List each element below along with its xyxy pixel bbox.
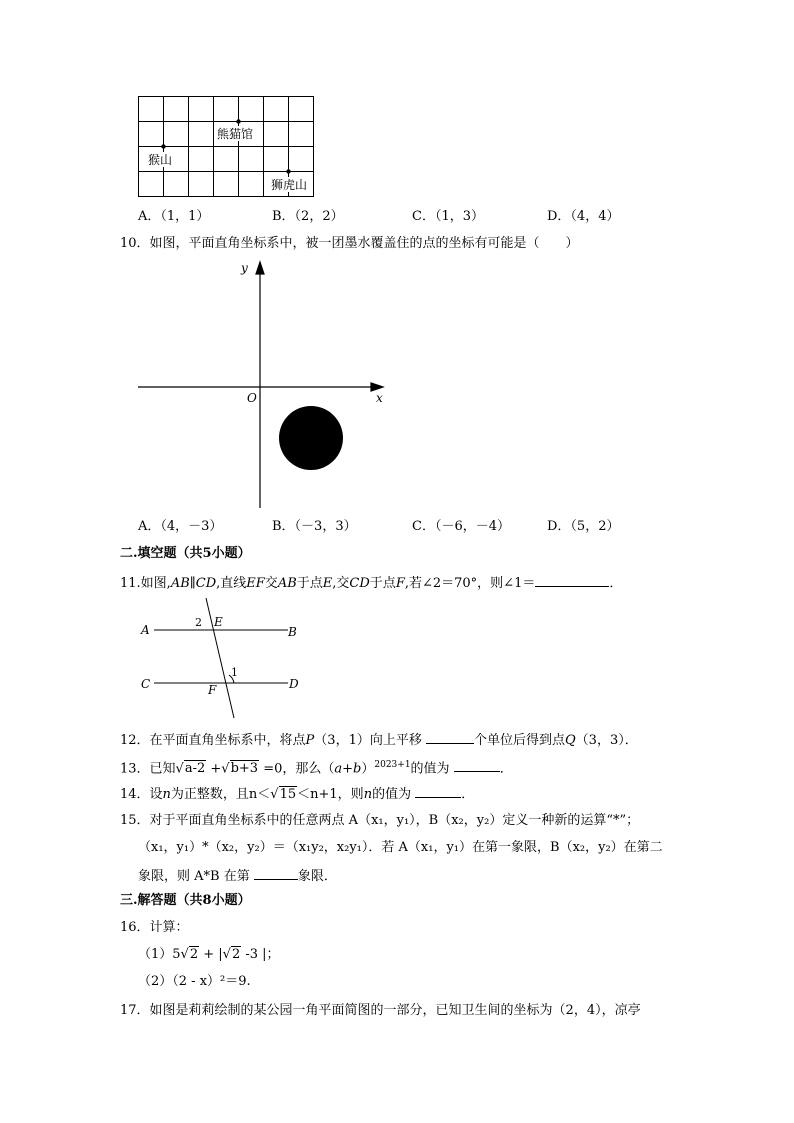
q13-answer-blank[interactable]: [454, 759, 500, 772]
q14-answer-blank[interactable]: [415, 785, 461, 798]
q11-mid5: 于点: [369, 576, 396, 591]
q13-ab: a+b: [334, 761, 362, 777]
q14-root: 15: [279, 787, 297, 802]
panda-hall-point: [236, 119, 240, 123]
q15-line3b: 象限．: [297, 869, 337, 884]
q11-answer-blank[interactable]: [535, 574, 609, 587]
q15-line1: 15．对于平面直角坐标系中的任意两点 A（x₁，y₁），B（x₂，y₂）定义一种新的运算“*”；: [120, 813, 640, 828]
point-d-label: D: [289, 677, 299, 691]
label-monkey-hill: 猴山: [148, 153, 173, 167]
q11-mid1: ,直线: [216, 576, 247, 591]
q11-cd: CD: [349, 576, 370, 591]
q15-line2: （x₁，y₁）*（x₂，y₂）＝（x₁y₂，x₂y₁）．若 A（x₁，y₁）在第一象限，B（x₂，y₂）在第二: [138, 840, 663, 855]
q13-d: 的值为: [410, 761, 454, 777]
q11-ab-cd: AB∥CD: [170, 576, 217, 591]
q11-mid3: 于点: [296, 576, 323, 591]
q12-c: 个单位后得到点: [473, 733, 565, 748]
q9-option-d: D．（4，4）: [547, 209, 620, 224]
q16-title: 16．计算：: [120, 920, 189, 935]
point-c-label: C: [141, 677, 151, 691]
q11-suffix: ．: [609, 576, 623, 591]
q14-a: 14．设: [120, 787, 163, 802]
label-panda-hall: 熊猫馆: [217, 127, 254, 141]
q13-root1: a-2: [184, 761, 206, 777]
q15-line3: [138, 867, 337, 885]
q13-c: ）: [361, 761, 375, 777]
section-3-title: 三.解答题（共8小题）: [120, 893, 251, 908]
q12-question: [120, 731, 638, 749]
q14-e: ．: [461, 787, 475, 802]
q14-n: n: [162, 787, 171, 802]
q14-c: ＜n+1，则: [297, 787, 364, 802]
point-e-label: E: [214, 615, 223, 629]
q11-ef: EF: [246, 576, 265, 591]
q17-question: 17．如图是莉莉绘制的某公园一角平面简图的一部分，已知卫生间的坐标为（2，4），凉亭: [120, 1003, 641, 1018]
q16-p1-root2: 2: [231, 947, 241, 962]
q13-root2: b+3: [230, 761, 259, 777]
q14-n2: n: [363, 787, 373, 802]
grid-map-figure: [138, 96, 318, 198]
q12-d: （3，3）．: [575, 733, 638, 748]
q13-a: 13．已知: [120, 761, 176, 777]
q13-plus: +: [206, 761, 222, 777]
q15-line3a: 象限，则 A*B 在第: [138, 869, 254, 884]
q11-mid6: ,若∠2＝70°，则∠1＝: [404, 576, 536, 591]
q10-option-b: B．（－3，3）: [272, 519, 357, 534]
q13-question: 13．已知√a-2 +√b+3 =0，那么$(a+b)^{2023+1}$的值为 ．: [120, 760, 513, 777]
q11-mid4: ,交: [332, 576, 350, 591]
parallel-lines-figure: [138, 596, 308, 722]
q12-b: （3，1）向上平移: [314, 733, 426, 748]
q9-option-c: C．（1，3）: [412, 209, 484, 224]
point-f-label: F: [208, 683, 217, 697]
q11-f: F: [395, 576, 405, 591]
q10-option-a: A．（4，－3）: [138, 519, 223, 534]
point-a-label: A: [141, 623, 150, 637]
q12-q: Q: [565, 733, 576, 748]
q13-b: =0，那么（: [259, 761, 335, 777]
q14-b: 为正整数，且n＜: [170, 787, 271, 802]
y-axis-label: y: [241, 261, 248, 275]
q13-exponent: 2023+1: [374, 760, 411, 770]
point-b-label: B: [288, 625, 297, 639]
q12-p: P: [305, 733, 315, 748]
ink-blot: [279, 406, 343, 470]
q16-p1-root1: 2: [189, 947, 199, 962]
q11-ab: AB: [277, 576, 297, 591]
q14-d: 的值为: [372, 787, 416, 802]
q10-option-c: C．（－6，－4）: [412, 519, 510, 534]
q15-answer-blank[interactable]: [254, 867, 298, 880]
monkey-hill-point: [161, 144, 165, 148]
q16-p1a: （1）5: [138, 947, 181, 962]
q16-part1: （1）5√2 + |√2 -3 |；: [138, 947, 280, 962]
q16-p1b: + |: [199, 947, 223, 962]
tiger-hill-point: [286, 169, 290, 173]
q11-prefix: 11.如图,: [120, 576, 171, 591]
q12-a: 12．在平面直角坐标系中，将点: [120, 733, 306, 748]
label-tiger-hill: 狮虎山: [271, 178, 308, 192]
q16-part2: （2）（2 - x）²＝9.: [138, 974, 251, 989]
q16-p1c: -3 |；: [241, 947, 280, 962]
q9-option-a: A．（1，1）: [138, 209, 210, 224]
origin-label: O: [247, 391, 257, 405]
angle-2-label: 2: [195, 616, 202, 629]
q14-question: 14．设n为正整数，且n＜√15＜n+1，则n的值为 ．: [120, 787, 475, 802]
q11-question: [120, 574, 622, 592]
q13-e: ．: [499, 761, 513, 777]
q11-mid2: 交: [264, 576, 278, 591]
coordinate-plane-figure: [135, 258, 395, 513]
q12-answer-blank[interactable]: [426, 731, 474, 744]
x-axis-label: x: [376, 391, 383, 405]
q10-option-d: D．（5，2）: [547, 519, 620, 534]
q10-question: 10．如图，平面直角坐标系中，被一团墨水覆盖住的点的坐标有可能是（ ）: [120, 236, 579, 251]
section-2-title: 二.填空题（共5小题）: [120, 546, 251, 561]
q11-e: E: [322, 576, 333, 591]
q9-option-b: B．（2，2）: [272, 209, 344, 224]
angle-1-label: 1: [231, 666, 238, 679]
